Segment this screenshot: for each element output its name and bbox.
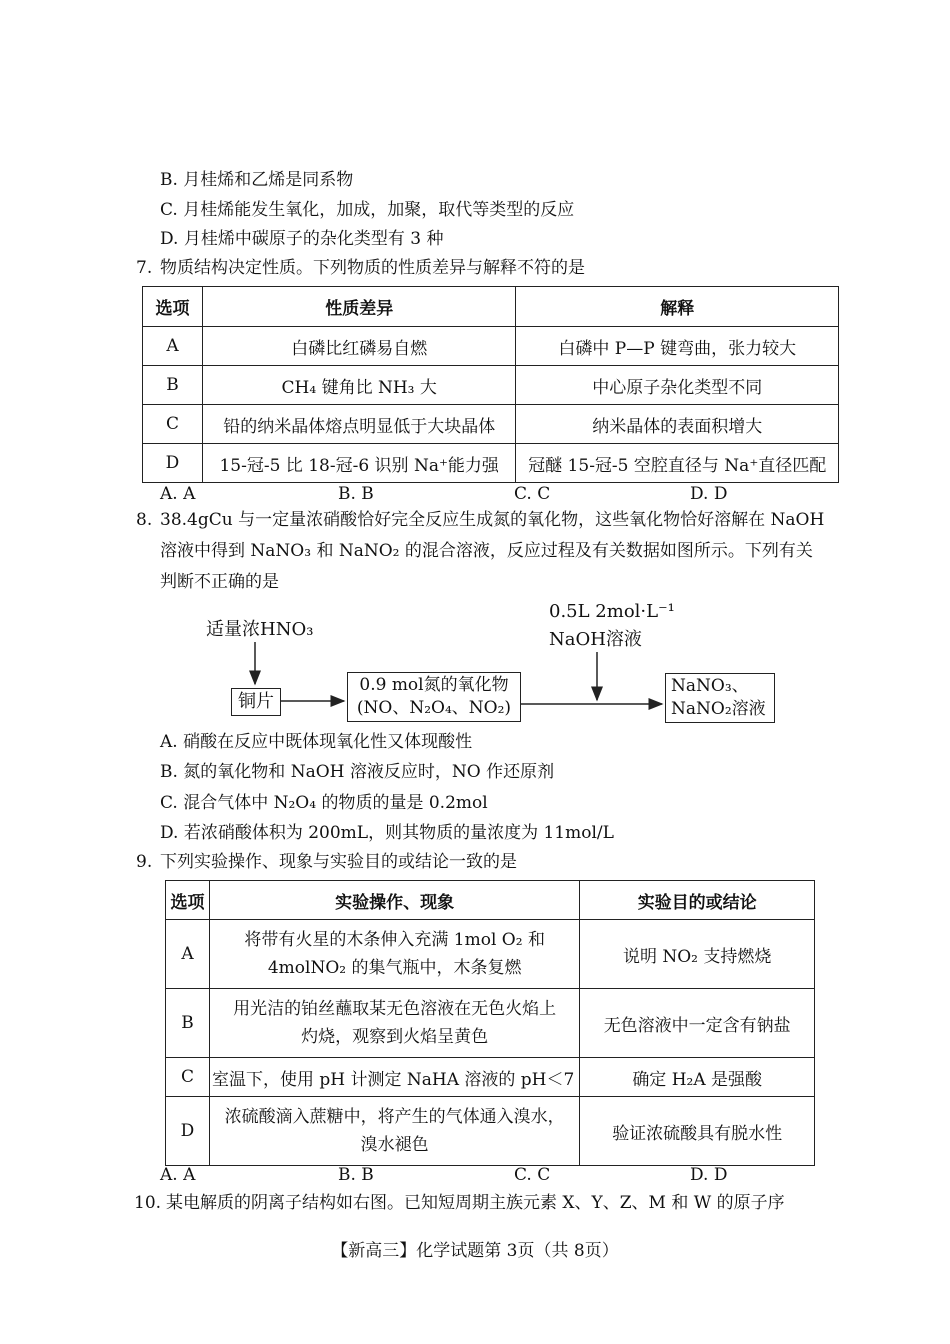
q7-row-difference: 15-冠-5 比 18-冠-6 识别 Na⁺能力强 bbox=[202, 444, 516, 483]
naoh-label-line1: 0.5L 2mol·L⁻¹ bbox=[549, 601, 675, 622]
q7-stem: 物质结构决定性质。下列物质的性质差异与解释不符的是 bbox=[160, 258, 585, 278]
q7-row-difference: 白磷比红磷易自燃 bbox=[202, 327, 516, 366]
q9-row-option: B bbox=[166, 989, 210, 1058]
q9-row-option: D bbox=[166, 1097, 210, 1166]
q9-answer-d: D. D bbox=[690, 1165, 728, 1185]
q9-row-option: A bbox=[166, 920, 210, 989]
q9-number: 9. bbox=[136, 852, 153, 872]
oxide-label-line1: 0.9 mol氮的氧化物 bbox=[359, 675, 509, 695]
q7-header-option: 选项 bbox=[143, 287, 203, 327]
q9-table bbox=[165, 880, 815, 1166]
q9-row-conclusion: 无色溶液中一定含有钠盐 bbox=[580, 989, 815, 1058]
q7-row-difference: CH₄ 键角比 NH₃ 大 bbox=[202, 366, 516, 405]
q7-answer-d: D. D bbox=[690, 484, 728, 504]
oxide-label-line2: (NO、N₂O₄、NO₂) bbox=[356, 698, 512, 718]
q9-row-conclusion: 说明 NO₂ 支持燃烧 bbox=[580, 920, 815, 989]
q9-row-conclusion: 验证浓硫酸具有脱水性 bbox=[580, 1097, 815, 1166]
q9-row-operation-line2: 4molNO₂ 的集气瓶中，木条复燃 bbox=[267, 958, 522, 978]
q7-answer-c: C. C bbox=[514, 484, 551, 504]
q9-row-operation-line1: 浓硫酸滴入蔗糖中，将产生的气体通入溴水， bbox=[224, 1107, 565, 1127]
q9-answers bbox=[0, 1164, 950, 1186]
q7-row-option: B bbox=[143, 366, 203, 405]
q9-row-operation-line1: 用光洁的铂丝蘸取某无色溶液在无色火焰上 bbox=[233, 999, 557, 1019]
q7-row-option: D bbox=[143, 444, 203, 483]
q9-row-operation bbox=[209, 920, 579, 989]
q7-row-explanation: 白磷中 P—P 键弯曲，张力较大 bbox=[516, 327, 839, 366]
q6-option-b: B. 月桂烯和乙烯是同系物 bbox=[160, 170, 354, 190]
q7-row-difference: 铅的纳米晶体熔点明显低于大块晶体 bbox=[202, 405, 516, 444]
table-row bbox=[166, 1097, 815, 1166]
oxide-box bbox=[347, 672, 521, 722]
acid-label: 适量浓HNO₃ bbox=[206, 619, 314, 640]
q9-row-operation-line2: 灼烧，观察到火焰呈黄色 bbox=[301, 1027, 489, 1047]
q9-row-operation: 室温下，使用 pH 计测定 NaHA 溶液的 pH＜7 bbox=[209, 1058, 579, 1097]
q9-answer-b: B. B bbox=[338, 1165, 374, 1185]
q7-header-difference: 性质差异 bbox=[202, 287, 516, 327]
q8-option-d: D. 若浓硝酸体积为 200mL，则其物质的量浓度为 11mol/L bbox=[160, 823, 614, 843]
page-footer: 【新高三】化学试题第 3页（共 8页） bbox=[331, 1241, 619, 1261]
table-row bbox=[166, 920, 815, 989]
q6-option-d: D. 月桂烯中碳原子的杂化类型有 3 种 bbox=[160, 229, 444, 249]
q7-number: 7. bbox=[136, 258, 153, 278]
q9-row-option: C bbox=[166, 1058, 210, 1097]
product-label-line2: NaNO₂溶液 bbox=[671, 699, 766, 719]
q6-option-c: C. 月桂烯能发生氧化，加成，加聚，取代等类型的反应 bbox=[160, 200, 575, 220]
q8-stem-line2: 溶液中得到 NaNO₃ 和 NaNO₂ 的混合溶液，反应过程及有关数据如图所示。下列有关 bbox=[160, 541, 813, 561]
q9-header-operation: 实验操作、现象 bbox=[209, 881, 579, 920]
q8-number: 8. bbox=[136, 510, 153, 530]
q9-header-conclusion: 实验目的或结论 bbox=[580, 881, 815, 920]
table-row bbox=[166, 1058, 815, 1097]
q9-row-operation-line2: 溴水褪色 bbox=[360, 1135, 429, 1155]
q9-row-operation-line1: 将带有火星的木条伸入充满 1mol O₂ 和 bbox=[244, 930, 545, 950]
product-box bbox=[665, 673, 775, 723]
q8-stem-line3: 判断不正确的是 bbox=[160, 572, 279, 592]
q9-stem: 下列实验操作、现象与实验目的或结论一致的是 bbox=[160, 852, 517, 872]
q9-row-conclusion: 确定 H₂A 是强酸 bbox=[580, 1058, 815, 1097]
q9-answer-a: A. A bbox=[160, 1165, 196, 1185]
q7-row-option: A bbox=[143, 327, 203, 366]
copper-label: 铜片 bbox=[238, 691, 274, 712]
q8-option-b: B. 氮的氧化物和 NaOH 溶液反应时，NO 作还原剂 bbox=[160, 762, 555, 782]
q7-row-explanation: 纳米晶体的表面积增大 bbox=[516, 405, 839, 444]
q10-stem: 某电解质的阴离子结构如右图。已知短周期主族元素 X、Y、Z、M 和 W 的原子序 bbox=[166, 1193, 785, 1213]
q7-answer-b: B. B bbox=[338, 484, 374, 504]
copper-box bbox=[231, 688, 281, 716]
q9-row-operation bbox=[209, 1097, 579, 1166]
q7-row-option: C bbox=[143, 405, 203, 444]
q8-option-c: C. 混合气体中 N₂O₄ 的物质的量是 0.2mol bbox=[160, 793, 488, 813]
q7-answer-a: A. A bbox=[160, 484, 196, 504]
q9-answer-c: C. C bbox=[514, 1165, 551, 1185]
table-row bbox=[166, 989, 815, 1058]
q7-row-explanation: 冠醚 15-冠-5 空腔直径与 Na⁺直径匹配 bbox=[516, 444, 839, 483]
q10-number: 10. bbox=[134, 1193, 162, 1213]
q8-stem-line1: 38.4gCu 与一定量浓硝酸恰好完全反应生成氮的氧化物，这些氧化物恰好溶解在 NaOH bbox=[160, 510, 825, 530]
q9-header-option: 选项 bbox=[166, 881, 210, 920]
q7-header-explanation: 解释 bbox=[516, 287, 839, 327]
q8-option-a: A. 硝酸在反应中既体现氧化性又体现酸性 bbox=[160, 732, 473, 752]
product-label-line1: NaNO₃、 bbox=[671, 676, 749, 696]
naoh-label-line2: NaOH溶液 bbox=[549, 629, 642, 650]
q9-row-operation bbox=[209, 989, 579, 1058]
q7-row-explanation: 中心原子杂化类型不同 bbox=[516, 366, 839, 405]
